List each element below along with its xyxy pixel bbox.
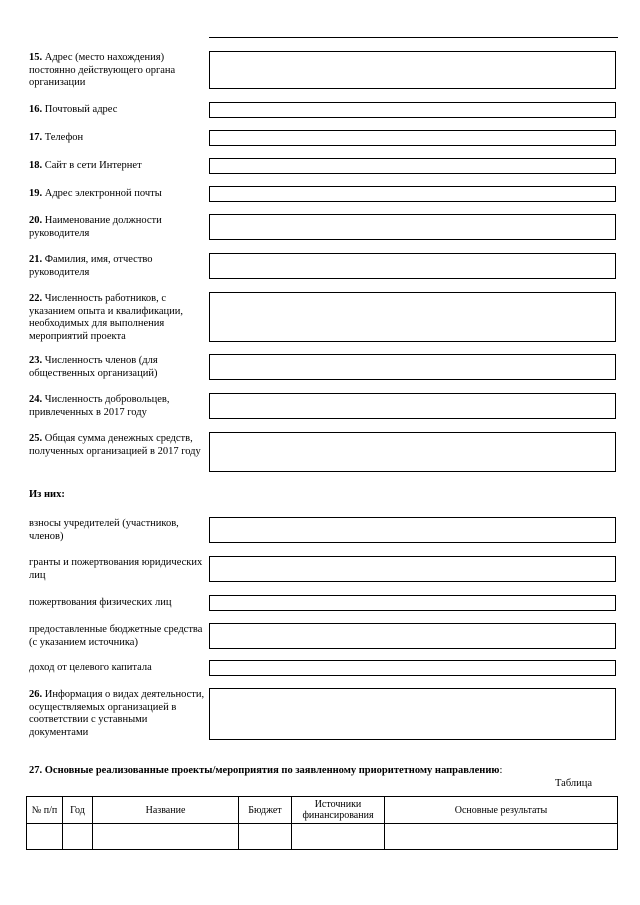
header-number: № п/п [27,797,63,824]
header-budget: Бюджет [239,797,292,824]
header-main-results: Основные результаты [385,797,618,824]
input-field-16[interactable] [209,102,616,118]
input-field-22[interactable] [209,292,616,342]
table-cell[interactable] [385,824,618,850]
label-field-21: 21. Фамилия, имя, отчество руководителя [29,254,153,278]
label-field-26: 26. Информация о видах деятельности, осуществляемых организацией в соответствии с уставными документами [29,689,205,738]
label-field-24: 24. Численность добровольцев, привлеченных в 2017 году [29,394,170,418]
label-field-23: 23. Численность членов (для общественных организаций) [29,355,158,379]
label-founders-fees: взносы учредителей (участников, членов) [29,518,179,542]
table-cell[interactable] [63,824,93,850]
top-rule [209,37,618,38]
input-field-15[interactable] [209,51,616,89]
label-field-17: 17. Телефон [29,132,84,143]
results-table [26,796,618,850]
table-cell[interactable] [292,824,385,850]
table-header-row [27,797,618,824]
input-budget-funds[interactable] [209,623,616,649]
table-row [27,824,618,850]
input-field-20[interactable] [209,214,616,240]
input-field-17[interactable] [209,130,616,146]
label-field-25: 25. Общая сумма денежных средств, полученных организацией в 2017 году [29,433,201,457]
table-cell[interactable] [239,824,292,850]
label-field-18: 18. Сайт в сети Интернет [29,160,142,171]
input-endowment-income[interactable] [209,660,616,676]
table-caption: Таблица [555,778,593,789]
label-endowment-income: доход от целевого капитала [29,662,152,673]
input-field-23[interactable] [209,354,616,380]
input-field-21[interactable] [209,253,616,279]
header-name: Название [93,797,239,824]
label-legal-grants: гранты и пожертвования юридических лиц [29,557,203,581]
table-cell[interactable] [27,824,63,850]
input-field-26[interactable] [209,688,616,740]
label-field-19: 19. Адрес электронной почты [29,188,162,199]
section-27-title: 27. Основные реализованные проекты/мероприятия по заявленному приоритетному направлению: [29,765,503,776]
input-individual-donations[interactable] [209,595,616,611]
label-field-15: 15. Адрес (место нахождения) постоянно действующего органа организации [29,52,176,89]
header-year: Год [63,797,93,824]
input-founders-fees[interactable] [209,517,616,543]
of-them-heading: Из них: [29,489,65,500]
input-legal-grants[interactable] [209,556,616,582]
header-funding-sources: Источники финансирования [292,797,385,824]
input-field-18[interactable] [209,158,616,174]
label-budget-funds: предоставленные бюджетные средства (с указанием источника) [29,624,203,648]
input-field-25[interactable] [209,432,616,472]
input-field-24[interactable] [209,393,616,419]
label-field-22: 22. Численность работников, с указанием опыта и квалификации, необходимых для выполнения мероприятий проекта [29,293,184,342]
input-field-19[interactable] [209,186,616,202]
label-field-16: 16. Почтовый адрес [29,104,118,115]
table-cell[interactable] [93,824,239,850]
label-field-20: 20. Наименование должности руководителя [29,215,162,239]
label-individual-donations: пожертвования физических лиц [29,597,172,608]
